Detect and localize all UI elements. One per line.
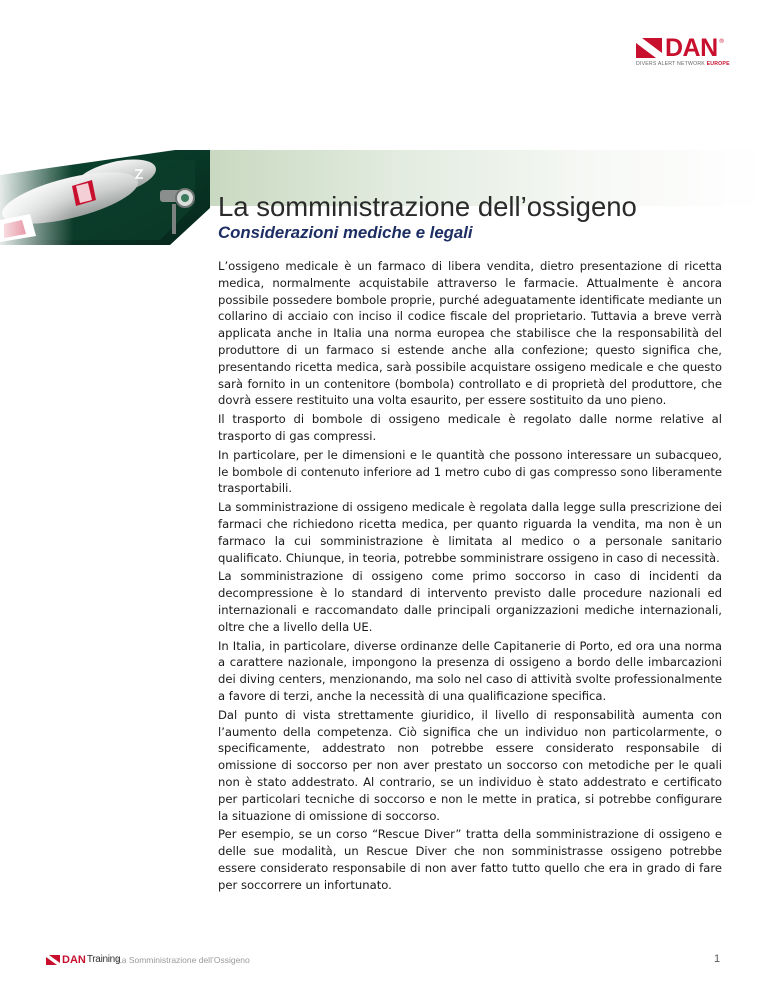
logo-tagline: DIVERS ALERT NETWORK EUROPE (636, 61, 730, 67)
logo-name: DAN (665, 34, 718, 62)
paragraph: Il trasporto di bombole di ossigeno medicale è regolato dalle norme relative al trasporto di gas compressi. (218, 412, 722, 443)
page-title: La somministrazione dell’ossigeno (218, 191, 637, 222)
paragraph: Dal punto di vista strettamente giuridico, il livello di responsabilità aumenta con l’aumento della competenza. Ciò significa che un individuo non particolarmente, o specificamente, addestrato non potrebbe essere considerato responsabile di omissione di soccorso per non aver prestato un soccorso con metodiche per le quali non è stato addestrato. Al contrario, se un individuo è stato addestrato e certificato per particolari tecniche di soccorso e non le mette in pratica, si potrebbe configurare la situazione di omissione di soccorso. (218, 707, 722, 823)
dan-training-logo (46, 955, 120, 965)
page-number: 1 (714, 953, 721, 965)
logo-tagline-region: EUROPE (706, 61, 730, 67)
paragraph: Per esempio, se un corso “Rescue Diver” tratta della somministrazione di ossigeno e delle sue modalità, un Rescue Diver che non somministrasse ossigeno potrebbe essere considerato responsabile di non aver fatto tutto quello che era in grado di fare per soccorrere un infortunato. (218, 827, 722, 892)
footer-document-title: La Somministrazione dell’Ossigeno (117, 955, 250, 965)
page-subtitle: Considerazioni mediche e legali (218, 223, 473, 242)
dan-europe-logo (636, 34, 736, 67)
footer-logo-training: Training (86, 954, 121, 965)
dive-flag-icon (46, 955, 60, 965)
paragraph: In Italia, in particolare, diverse ordinanze delle Capitanerie di Porto, ed ora una norma a carattere nazionale, impongono la presenza di ossigeno a bordo delle imbarcazioni dei diving centers, menzionando, ma solo nel caso di attività svolte professionalmente a favore di terzi, anche la necessità di una qualificazione specifica. (218, 638, 722, 703)
paragraph: In particolare, per le dimensioni e le quantità che possono interessare un subacqueo, le bombole di contenuto inferiore ad 1 metro cubo di gas compresso sono liberamente trasportabili. (218, 447, 722, 496)
paragraph: La somministrazione di ossigeno medicale è regolata dalla legge sulla prescrizione dei farmaci che richiedono ricetta medica, per quanto riguarda la vendita, ma non è un farmaco la cui somministrazione è limitata al medico o a personale sanitario qualificato. Chiunque, in teoria, potrebbe somministrare ossigeno in caso di necessità. (218, 500, 722, 565)
article-body (218, 258, 722, 895)
footer-logo-dan: DAN (62, 954, 86, 966)
paragraph: La somministrazione di ossigeno come primo soccorso in caso di incidenti da decompressione è lo standard di intervento previsto dalle procedure nazionali ed internazionali e raccomandato dalle principali organizzazioni mediche internazionali, oltre che a livello della UE. (218, 569, 722, 634)
paragraph: L’ossigeno medicale è un farmaco di libera vendita, dietro presentazione di ricetta medica, normalmente acquistabile attraverso le farmacie. Attualmente è ancora possibile possedere bombole proprie, purché adeguatamente identificate mediante un collarino di acciaio con inciso il codice fiscale del proprietario. Tuttavia a breve verrà applicata anche in Italia una norma europea che stabilisce che la responsabilità del produttore di un farmaco si estende anche alla confezione; questo significa che, presentando ricetta medica, sarà possibile acquistare ossigeno medicale e che questo sarà fornito in un contenitore (bombola) controllato e di proprietà del produttore, che dovrà essere restituito una volta esaurito, per essere sostituito da uno pieno. (218, 259, 722, 408)
logo-registered-mark: ® (718, 38, 725, 45)
dive-flag-icon (636, 38, 662, 58)
oxygen-kit-photo (0, 150, 210, 245)
